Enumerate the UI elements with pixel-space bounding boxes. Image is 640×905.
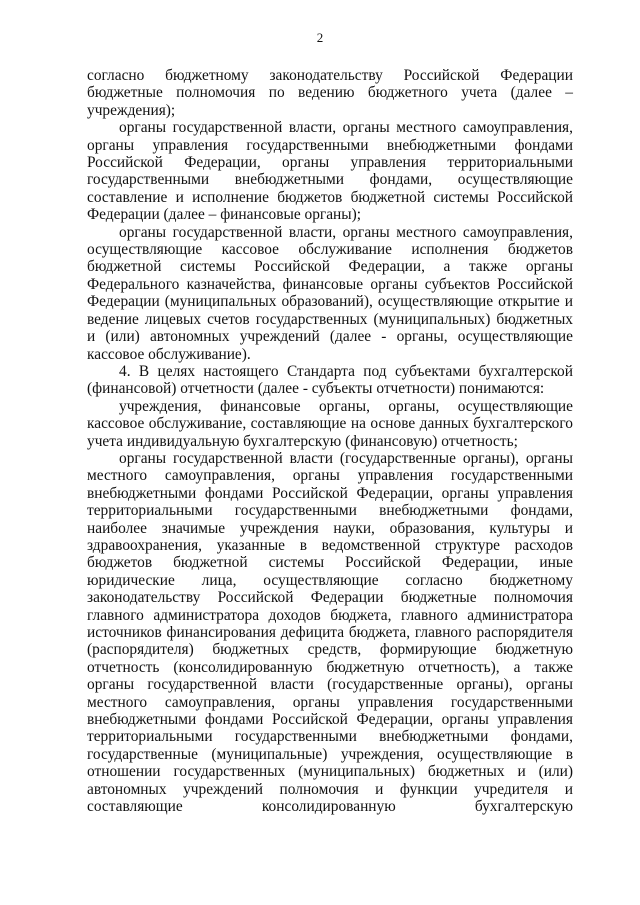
paragraph-individual-reporting: учреждения, финансовые органы, органы, осуществляющие кассовое обслуживание, составляющие на основе данных бухгалтерского учета индивидуальную бухгалтерскую (финансовую) отчетность; [87, 397, 573, 450]
paragraph-institutions-continuation: согласно бюджетному законодательству Российской Федерации бюджетные полномочия по ведению бюджетного учета (далее – учреждения); [87, 67, 573, 119]
paragraph-consolidated-reporting: органы государственной власти (государственные органы), органы местного самоуправления, органы управления государственными внебюджетными фондами Российской Федерации, органы управления территориальными государственными внебюджетными фондами, наиболее значимые учреждения науки, образования, культуры и здравоохранения, указанные в ведомственной структуре расходов бюджетов бюджетной системы Российской Федерации, иные юридические лица, осуществляющие согласно бюджетному законодательству Российской Федерации бюджетные полномочия главного администратора доходов бюджета, главного администратора источников финансирования дефицита бюджета, главного распорядителя (распорядителя) бюджетных средств, формирующие бюджетную отчетность (консолидированную бюджетную отчетность), а также органы государственной власти (государственные органы), органы местного самоуправления, органы управления государственными внебюджетными фондами Российской Федерации, органы управления территориальными государственными внебюджетными фондами, государственные (муниципальные) учреждения, осуществляющие в отношении государственных (муниципальных) бюджетных и (или) автономных учреждений полномочия и функции учредителя и составляющие консолидированную бухгалтерскую [87, 449, 573, 816]
paragraph-financial-bodies: органы государственной власти, органы местного самоуправления, органы управления государственными внебюджетными фондами Российской Федерации, органы управления территориальными государственными внебюджетными фондами, осуществляющие составление и исполнение бюджетов бюджетной системы Российской Федерации (далее – финансовые органы); [87, 119, 573, 224]
paragraph-item-4-heading: 4. В целях настоящего Стандарта под субъектами бухгалтерской (финансовой) отчетности (далее - субъекты отчетности) понимаются: [87, 362, 573, 398]
document-body [87, 67, 573, 815]
page-number: 2 [316, 30, 324, 45]
paragraph-cash-service-bodies: органы государственной власти, органы местного самоуправления, осуществляющие кассовое обслуживание исполнения бюджетов бюджетной системы Российской Федерации, а также органы Федерального казначейства, финансовые органы субъектов Российской Федерации (муниципальных образований), осуществляющие открытие и ведение лицевых счетов государственных (муниципальных) бюджетных и (или) автономных учреждений (далее - органы, осуществляющие кассовое обслуживание). [87, 223, 573, 363]
